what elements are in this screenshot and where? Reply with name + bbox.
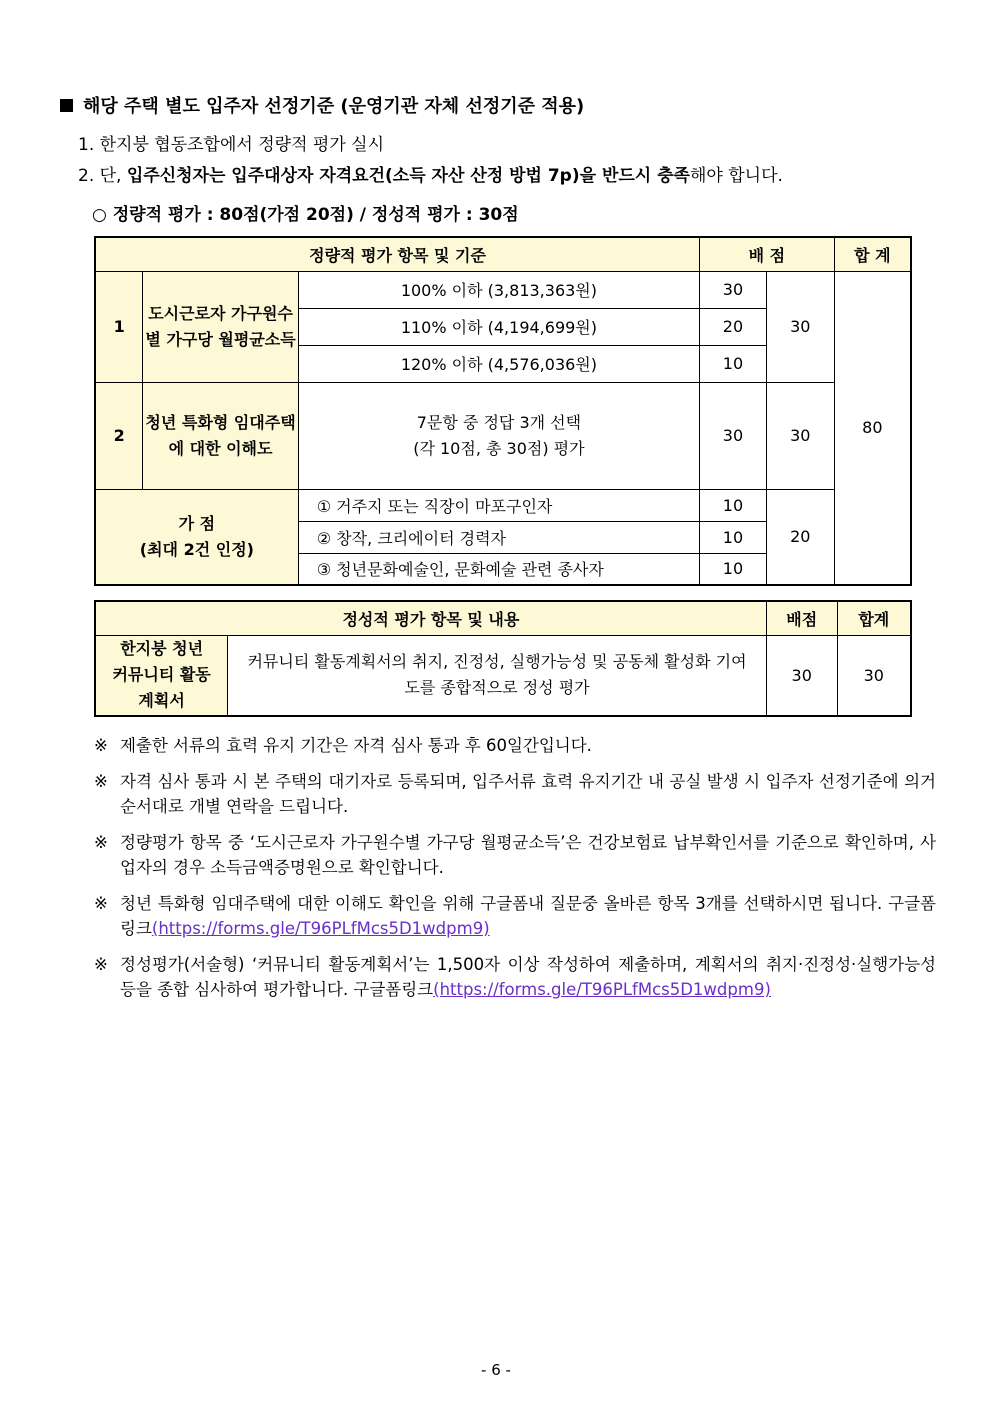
note-2: ※ 자격 심사 통과 시 본 주택의 대기자로 등록되며, 입주서류 효력 유지기간 내 공실 발생 시 입주자 선정기준에 의거 순서대로 개별 연락을 드립니다.: [94, 769, 936, 819]
note-5: ※ 정성평가(서술형) ‘커뮤니티 활동계획서’는 1,500자 이상 작성하여 제출하며, 계획서의 취지·진정성·실행가능성 등을 종합 심사하여 평가합니다. 구글폼링크(https://forms.gle/T96PLfMcs5D1wdpm9): [94, 952, 936, 1002]
income-criterion: 120% 이하 (4,576,036원): [298, 345, 699, 382]
note-3: ※ 정량평가 항목 중 ‘도시근로자 가구원수별 가구당 월평균소득’은 건강보험료 납부확인서를 기준으로 확인하며, 사업자의 경우 소득금액증명원으로 확인합니다.: [94, 830, 936, 880]
total-header: 합계: [837, 601, 911, 635]
group-score: 30: [766, 271, 834, 382]
reference-mark-icon: ※: [94, 955, 108, 974]
score-header: 배 점: [700, 237, 835, 271]
quantitative-evaluation-table: [94, 236, 912, 586]
income-criterion: 110% 이하 (4,194,699원): [298, 308, 699, 345]
row-number: 2: [95, 382, 143, 489]
bonus-label: 가 점: [178, 513, 216, 533]
item-2-emphasis: 입주신청자는 입주대상자 자격요건(소득 자산 산정 방법 7p)을 반드시 충족: [126, 166, 690, 186]
table-row: [95, 382, 911, 489]
square-bullet-icon: [60, 99, 73, 112]
google-form-link[interactable]: (https://forms.gle/T96PLfMcs5D1wdpm9): [433, 980, 771, 999]
criterion-score: 10: [700, 489, 767, 521]
score-header: 배점: [766, 601, 837, 635]
row-number: 1: [95, 271, 143, 382]
table-header-row: [95, 237, 911, 271]
google-form-link[interactable]: (https://forms.gle/T96PLfMcs5D1wdpm9): [151, 919, 490, 938]
table-row: [95, 635, 911, 716]
table-row: [95, 271, 911, 308]
criterion-score: 10: [700, 345, 767, 382]
total-header: 합 계: [834, 237, 911, 271]
criterion-score: 20: [700, 308, 767, 345]
note-1: ※ 제출한 서류의 효력 유지 기간은 자격 심사 통과 후 60일간입니다.: [94, 733, 936, 758]
reference-mark-icon: ※: [94, 736, 108, 755]
criterion-score: 30: [700, 382, 767, 489]
understanding-category: 청년 특화형 임대주택에 대한 이해도: [143, 382, 298, 489]
table-header-row: [95, 601, 911, 635]
section-heading: [60, 92, 584, 118]
group-score: 30: [766, 382, 834, 489]
income-category: 도시근로자 가구원수별 가구당 월평균소득: [143, 271, 298, 382]
bonus-criterion: ② 창작, 크리에이터 경력자: [298, 521, 699, 553]
criteria-header: 정량적 평가 항목 및 기준: [95, 237, 700, 271]
item-2: 2. 단, 입주신청자는 입주대상자 자격요건(소득 자산 산정 방법 7p)을 반드시 충족해야 합니다.: [78, 166, 783, 186]
reference-mark-icon: ※: [94, 833, 108, 852]
score-summary: ○ 정량적 평가 : 80점(가점 20점) / 정성적 평가 : 30점: [92, 205, 519, 225]
bonus-sublabel: (최대 2건 인정): [139, 539, 254, 559]
quantitative-total: 80: [834, 271, 911, 585]
group-score: 20: [766, 489, 834, 585]
bonus-criterion: ③ 청년문화예술인, 문화예술 관련 종사자: [298, 553, 699, 585]
qualitative-evaluation-table: [94, 600, 912, 717]
understanding-criterion: 7문항 중 정답 3개 선택 (각 10점, 총 30점) 평가: [298, 382, 699, 489]
criterion-score: 10: [700, 521, 767, 553]
community-plan-criterion: 커뮤니티 활동계획서의 취지, 진정성, 실행가능성 및 공동체 활성화 기여도를 종합적으로 정성 평가: [228, 635, 767, 716]
section-heading-text: 해당 주택 별도 입주자 선정기준 (운영기관 자체 선정기준 적용): [83, 96, 585, 117]
bonus-category: [95, 489, 298, 585]
reference-mark-icon: ※: [94, 772, 108, 791]
criterion-score: 30: [766, 635, 837, 716]
bonus-criterion: ① 거주지 또는 직장이 마포구인자: [298, 489, 699, 521]
note-4: ※ 청년 특화형 임대주택에 대한 이해도 확인을 위해 구글폼내 질문중 올바른 항목 3개를 선택하시면 됩니다. 구글폼링크(https://forms.gle/T96PLfMcs5D1wdpm9): [94, 891, 936, 941]
table-row: [95, 489, 911, 521]
content-header: 정성적 평가 항목 및 내용: [95, 601, 766, 635]
reference-mark-icon: ※: [94, 894, 108, 913]
criterion-score: 10: [700, 553, 767, 585]
page-number: - 6 -: [481, 1361, 511, 1379]
item-1: 1. 한지붕 협동조합에서 정량적 평가 실시: [78, 135, 384, 155]
criterion-score: 30: [700, 271, 767, 308]
community-plan-category: 한지붕 청년 커뮤니티 활동계획서: [95, 635, 228, 716]
income-criterion: 100% 이하 (3,813,363원): [298, 271, 699, 308]
qualitative-total: 30: [837, 635, 911, 716]
